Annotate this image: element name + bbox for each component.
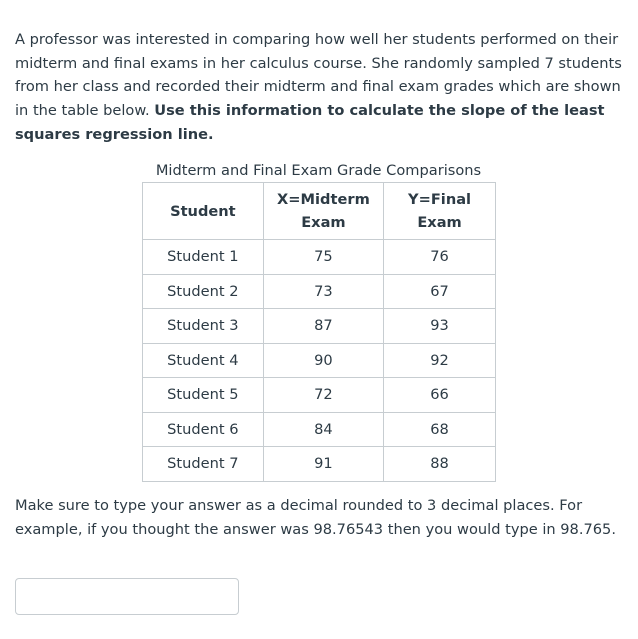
cell-final: 92 — [384, 343, 496, 378]
answer-instructions: Make sure to type your answer as a decimal rounded to 3 decimal places. For example, if you thought the answer was 98.76543 then you would type in 98.765. — [15, 497, 616, 538]
answer-input[interactable] — [15, 578, 239, 615]
cell-student: Student 2 — [143, 274, 264, 309]
cell-midterm: 91 — [263, 447, 383, 482]
cell-final: 67 — [384, 274, 496, 309]
cell-student: Student 7 — [143, 447, 264, 482]
cell-final: 66 — [384, 378, 496, 413]
table-row — [143, 309, 496, 344]
cell-final: 93 — [384, 309, 496, 344]
column-header-midterm: X=Midterm Exam — [263, 183, 383, 240]
cell-midterm: 72 — [263, 378, 383, 413]
cell-student: Student 1 — [143, 240, 264, 275]
cell-midterm: 84 — [263, 412, 383, 447]
cell-midterm: 90 — [263, 343, 383, 378]
question-text — [15, 28, 627, 147]
cell-student: Student 6 — [143, 412, 264, 447]
grades-table — [142, 182, 496, 482]
cell-final: 68 — [384, 412, 496, 447]
column-header-student: Student — [143, 183, 264, 240]
cell-student: Student 3 — [143, 309, 264, 344]
table-header-row — [143, 183, 496, 240]
cell-student: Student 5 — [143, 378, 264, 413]
cell-midterm: 75 — [263, 240, 383, 275]
table-row — [143, 274, 496, 309]
table-caption: Midterm and Final Exam Grade Comparisons — [155, 162, 482, 179]
cell-final: 76 — [384, 240, 496, 275]
cell-final: 88 — [384, 447, 496, 482]
table-row — [143, 412, 496, 447]
table-row — [143, 378, 496, 413]
cell-student: Student 4 — [143, 343, 264, 378]
table-row — [143, 343, 496, 378]
question-intro: A professor was interested in comparing how well her students performed on their midterm and final exams in her calculus course. She randomly sampled 7 students from her class and recorded their midterm and final exam grades which are shown in the table below. — [15, 31, 622, 120]
column-header-final: Y=Final Exam — [384, 183, 496, 240]
cell-midterm: 73 — [263, 274, 383, 309]
table-row — [143, 447, 496, 482]
table-row — [143, 240, 496, 275]
cell-midterm: 87 — [263, 309, 383, 344]
question-emphasis: Use this information to calculate the slope of the least squares regression line. — [15, 102, 605, 143]
